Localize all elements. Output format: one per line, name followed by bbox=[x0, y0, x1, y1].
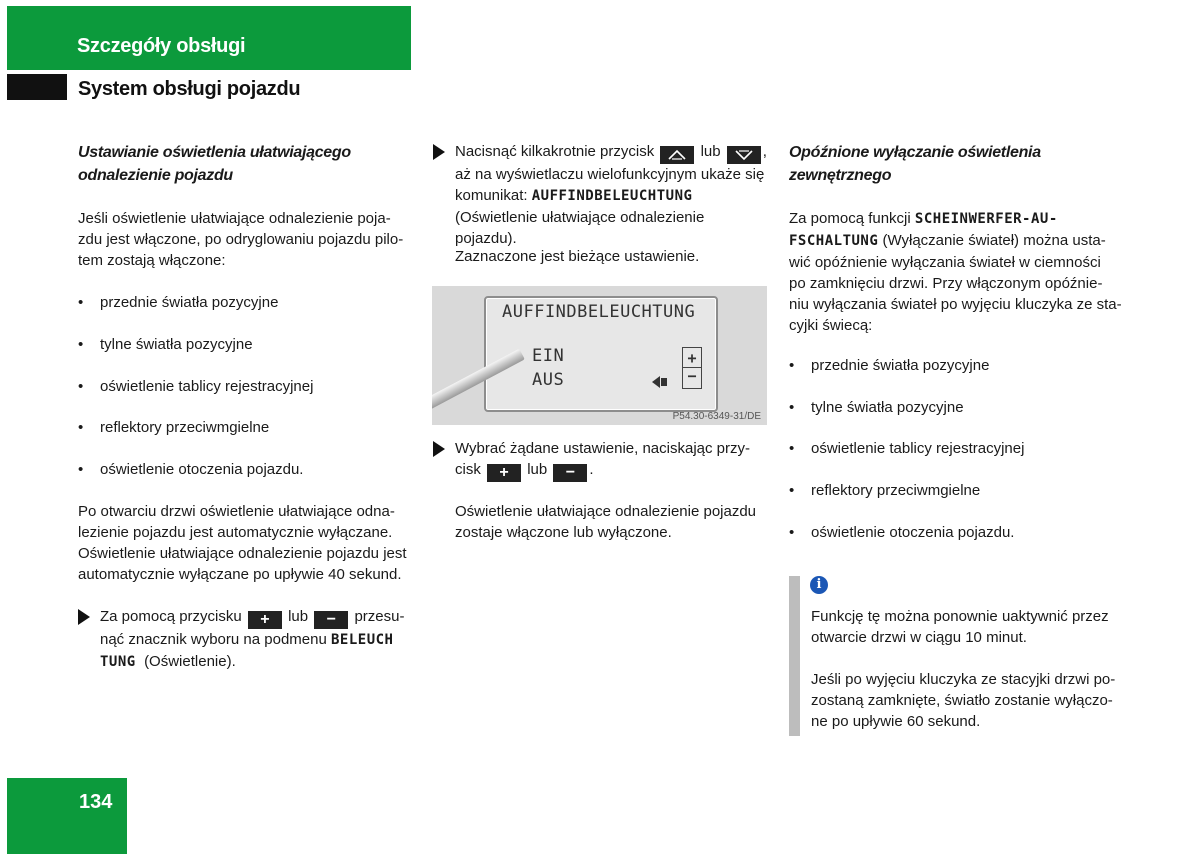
page-number-tab bbox=[7, 778, 127, 854]
text-line: zostaje włączone lub wyłączone. bbox=[455, 524, 672, 541]
text-line: Funkcję tę można ponownie uaktywnić przez bbox=[811, 608, 1109, 625]
left-step bbox=[100, 606, 412, 673]
middle-result bbox=[455, 501, 770, 543]
text-line: Zaznaczone jest bieżące ustawienie. bbox=[455, 248, 700, 265]
step-arrow-icon bbox=[433, 144, 445, 160]
selection-marker-icon bbox=[652, 376, 668, 388]
text-line: zostaną zamknięte, światło zostanie wyłączo- bbox=[811, 692, 1113, 709]
middle-step2 bbox=[455, 438, 770, 482]
minus-key-icon: − bbox=[553, 464, 587, 482]
text-line: Po otwarciu drzwi oświetlenie ułatwiające odna- bbox=[78, 503, 395, 520]
text-line: niu wyłączania świateł po wyjęciu kluczyka ze sta- bbox=[789, 296, 1122, 313]
text-fragment: Za pomocą funkcji bbox=[789, 210, 911, 227]
text-fragment: lub bbox=[700, 143, 721, 160]
up-key-icon bbox=[660, 146, 694, 164]
left-heading-1: Ustawianie oświetlenia ułatwiającego bbox=[78, 144, 351, 161]
step-arrow-icon bbox=[433, 441, 445, 457]
right-heading-2: zewnętrznego bbox=[789, 167, 892, 184]
text-fragment: Nacisnąć kilkakrotnie przycisk bbox=[455, 143, 655, 160]
function-name: FSCHALTUNG bbox=[789, 233, 879, 249]
text-line: cyjki świecą: bbox=[789, 317, 873, 334]
list-item: • przednie światła pozycyjne bbox=[811, 355, 989, 376]
text-fragment: nąć znacznik wyboru na podmenu bbox=[100, 631, 327, 648]
right-heading bbox=[789, 141, 1129, 187]
list-item: • oświetlenie tablicy rejestracyjnej bbox=[100, 376, 313, 397]
text-fragment: . bbox=[589, 461, 594, 478]
info-text-1 bbox=[811, 606, 1131, 648]
info-bar bbox=[789, 576, 800, 736]
message-name: AUFFINDBELEUCHTUNG bbox=[531, 188, 693, 204]
list-item: • oświetlenie otoczenia pojazdu. bbox=[100, 459, 303, 480]
list-item: • tylne światła pozycyjne bbox=[100, 334, 253, 355]
text-line: Jeśli po wyjęciu kluczyka ze stacyjki drzwi po- bbox=[811, 671, 1116, 688]
right-heading-1: Opóźnione wyłączanie oświetlenia bbox=[789, 144, 1041, 161]
text-line: po zamknięciu drzwi. Przy włączonym opóźnie- bbox=[789, 275, 1103, 292]
text-fragment: cisk bbox=[455, 461, 481, 478]
list-item: • oświetlenie tablicy rejestracyjnej bbox=[811, 438, 1024, 459]
page-subtitle: System obsługi pojazdu bbox=[78, 78, 301, 100]
info-icon: i bbox=[810, 576, 828, 594]
text-line: automatycznie wyłączane po upływie 40 sekund. bbox=[78, 566, 402, 583]
text-fragment: przesu- bbox=[354, 608, 405, 625]
subtitle-marker bbox=[7, 74, 67, 100]
info-text-2 bbox=[811, 669, 1131, 732]
text-fragment: komunikat: bbox=[455, 187, 528, 204]
text-line: wić opóźnienie wyłączania świateł w ciemności bbox=[789, 254, 1101, 271]
display-figure bbox=[432, 286, 767, 425]
text-line: Oświetlenie ułatwiające odnalezienie pojazdu bbox=[455, 503, 757, 520]
plus-key-icon: + bbox=[487, 464, 521, 482]
text-fragment: lub bbox=[527, 461, 548, 478]
current-setting-text bbox=[455, 246, 770, 267]
text-line: otwarcie drzwi w ciągu 10 minut. bbox=[811, 629, 1027, 646]
text-line: ne po upływie 60 sekund. bbox=[811, 713, 981, 730]
section-tab bbox=[7, 6, 411, 70]
text-line: Jeśli oświetlenie ułatwiające odnalezienie poja- bbox=[78, 210, 391, 227]
text-line: tem zostają włączone: bbox=[78, 252, 226, 269]
plus-key-icon: + bbox=[248, 611, 282, 629]
list-item: • tylne światła pozycyjne bbox=[811, 397, 964, 418]
text-fragment: (Wyłączanie świateł) można usta- bbox=[882, 232, 1106, 249]
list-item: • przednie światła pozycyjne bbox=[100, 292, 278, 313]
text-fragment: (Oświetlenie). bbox=[144, 653, 236, 670]
text-line: zdu jest włączone, po odryglowaniu pojazdu pilo- bbox=[78, 231, 404, 248]
menu-name: BELEUCH bbox=[330, 632, 394, 648]
list-item: • reflektory przeciwmgielne bbox=[811, 480, 980, 501]
text-line: lezienie pojazdu jest automatycznie wyłączane. bbox=[78, 524, 393, 541]
down-key-icon bbox=[727, 146, 761, 164]
left-heading-2: odnalezienie pojazdu bbox=[78, 167, 233, 184]
function-name: SCHEINWERFER-AU- bbox=[914, 211, 1058, 227]
text-fragment: , bbox=[762, 143, 767, 160]
minus-key-icon: − bbox=[314, 611, 348, 629]
text-line: Oświetlenie ułatwiające odnalezienie pojazdu jest bbox=[78, 545, 407, 562]
left-column bbox=[78, 141, 413, 187]
right-para1 bbox=[789, 208, 1129, 336]
left-intro bbox=[78, 208, 413, 271]
list-item: • reflektory przeciwmgielne bbox=[100, 417, 269, 438]
text-line: (Oświetlenie ułatwiające odnalezienie pojazdu). bbox=[455, 209, 705, 247]
step-arrow-icon bbox=[78, 609, 90, 625]
left-para2 bbox=[78, 501, 413, 585]
figure-code: P54.30-6349-31/DE bbox=[672, 411, 761, 422]
text-line: Wybrać żądane ustawienie, naciskając przy- bbox=[455, 440, 750, 457]
page-number: 134 bbox=[79, 791, 113, 813]
list-item: • oświetlenie otoczenia pojazdu. bbox=[811, 522, 1014, 543]
text-fragment: lub bbox=[288, 608, 309, 625]
display-minus: − bbox=[687, 367, 697, 385]
display-title: AUFFINDBELEUCHTUNG bbox=[502, 302, 696, 322]
text-line: aż na wyświetlaczu wielofunkcyjnym ukaże się bbox=[455, 166, 765, 183]
text-fragment: Za pomocą przycisku bbox=[100, 608, 242, 625]
display-option-aus: AUS bbox=[532, 370, 565, 390]
display-plus: + bbox=[687, 349, 697, 367]
middle-step1 bbox=[455, 141, 770, 249]
display-option-ein: EIN bbox=[532, 346, 565, 366]
menu-name: TUNG bbox=[100, 654, 136, 670]
section-title: Szczegóły obsługi bbox=[77, 35, 246, 57]
plus-minus-box bbox=[682, 347, 702, 389]
